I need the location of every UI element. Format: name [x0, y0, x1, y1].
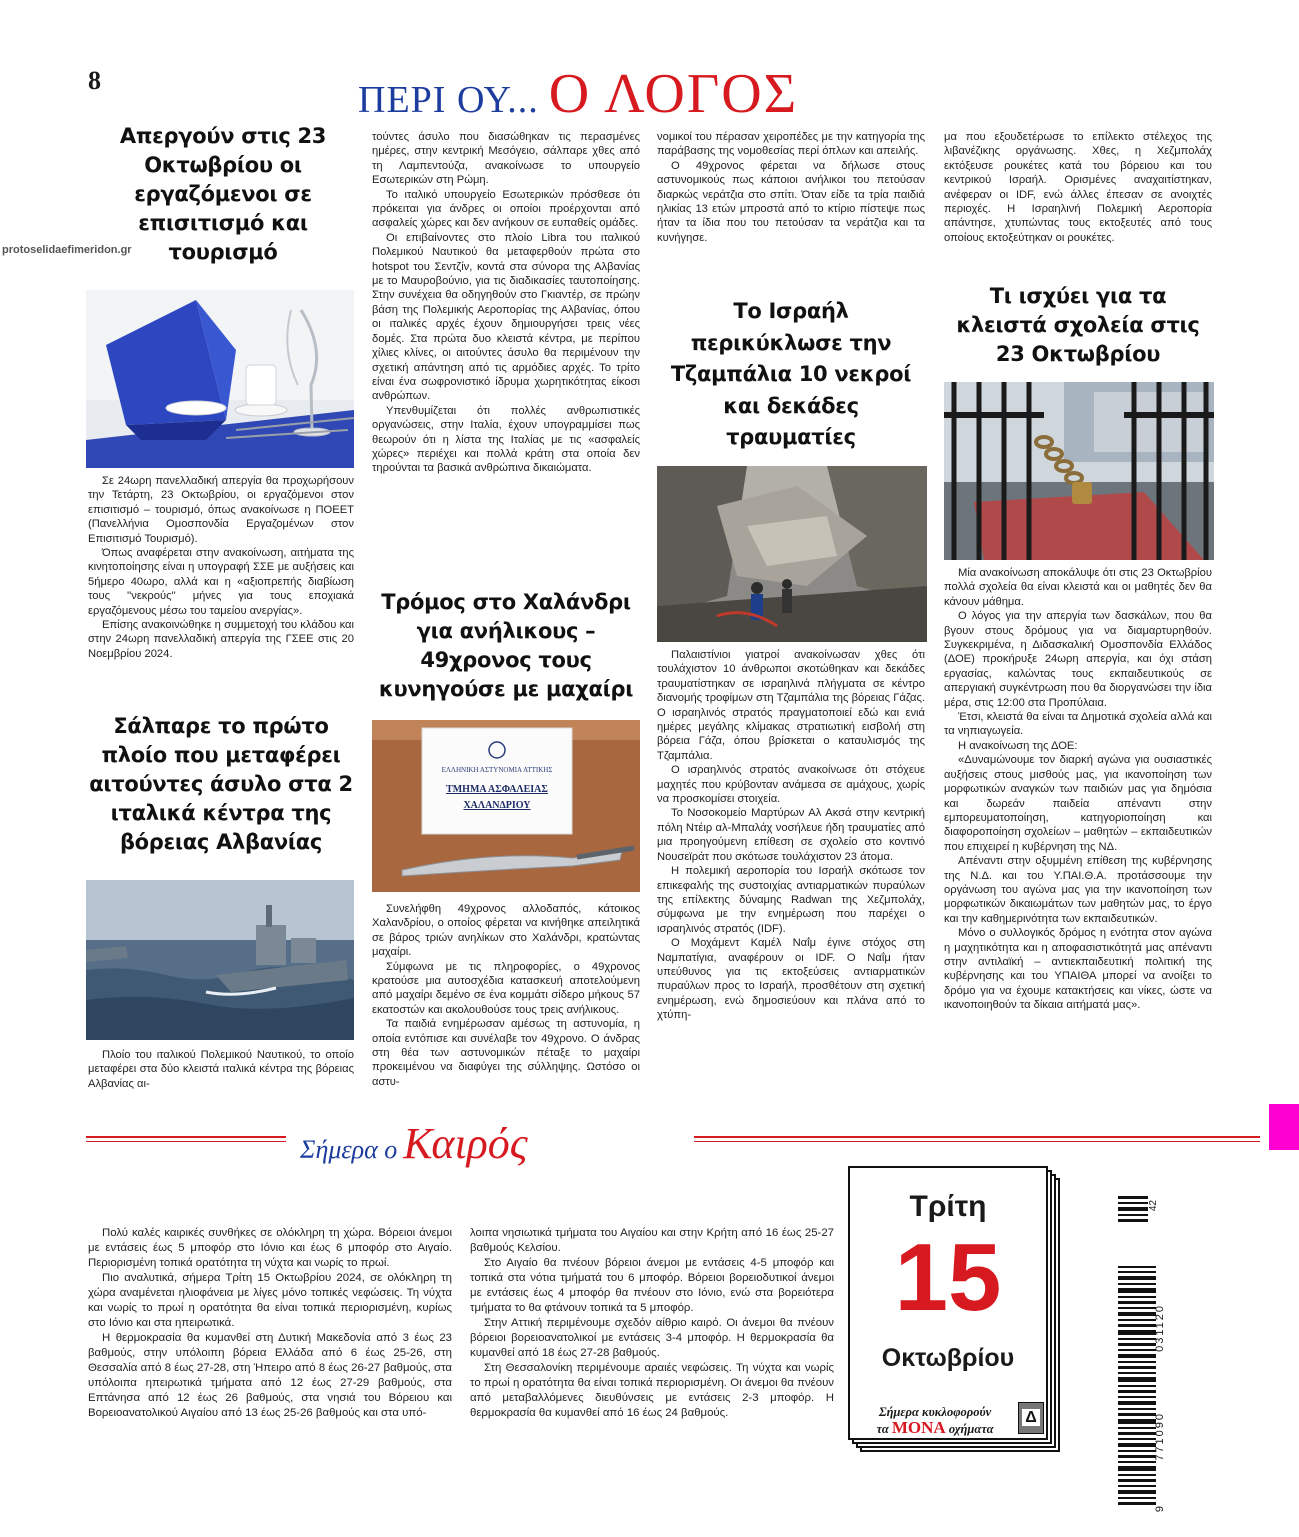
weather-divider-right — [694, 1136, 1260, 1142]
halandri-paragraph: Σύμφωνα με τις πληροφορίες, ο 49χρονος κρατούσε μια αυτοσχέδια κατασκευή αποτελούμενη από μαχαίρι δεμένο σε ένα κομμάτι σίδερο μήκους 57 εκατοστών και ακολουθούσε τους τρεις ανήλικους. — [372, 960, 640, 1016]
weather-paragraph: Η θερμοκρασία θα κυμανθεί στη Δυτική Μακεδονία από 3 έως 23 βαθμούς, στην υπόλοιπη βόρεια Ελλάδα από 6 έως 25-26, στη Θεσσαλία από 8 έως 27-28, στη Ήπειρο από 8 έως 26-27 βαθμούς, στα υπόλοιπα ηπειρωτικά τμήματα από 12 έως 27-29 βαθμούς, στα Επτάνησα από 12 έως 26 βαθμούς, στα νησιά του Βόρειου και Βορειοανατολικού Αιγαίου από 13 έως 25-26 βαθμούς και στα υπό- — [88, 1332, 452, 1419]
israel-continuation — [944, 130, 1212, 245]
calendar-footer-post: οχήματα — [948, 1422, 994, 1436]
halandri-paragraph: Συνελήφθη 49χρονος αλλοδαπός, κάτοικος Χαλανδρίου, ο οποίος φέρεται να κινήθηκε απειλητικά σε βάρος τριών ανηλίκων στο Χαλάνδρι, κρατώντας μαχαίρι. — [372, 903, 640, 959]
halandri-paragraph: νομικοί του πέρασαν χειροπέδες με την κατηγορία της παράβασης της νομοθεσίας περί όπλων και απειλής. — [657, 131, 925, 158]
ship-caption-text: Πλοίο του ιταλικού Πολεμικού Ναυτικού, το οποίο μεταφέρει στα δύο κλειστά ιταλικά κέντρα της βόρειας Αλβανίας αι- — [88, 1049, 354, 1090]
ship-paragraph: Υπενθυμίζεται ότι πολλές ανθρωπιστικές οργανώσεις, στην Ιταλία, έχουν υπογραμμίσει πως θεωρούν ότι η λίστα της Ιταλίας με τις «ασφαλείς χώρες» περιέχει και πολλά κράτη στα οποία δεν τηρούνται τα βασικά ανθρώπινα δικαιώματα. — [372, 404, 640, 475]
ship-continuation — [372, 130, 640, 476]
israel-paragraph: Ο Μοχάμεντ Καμέλ Ναΐμ έγινε στόχος στη Ναμπατίγια, αναφέρουν οι IDF. Ο Ναΐμ ήταν υπεύθυνος για τις εκτοξεύσεις αντιαρματικών πυραύλων προς το Ισραήλ, προσθέτουν στη σχετική ενημέρωση, ενώ δημοσιεύουν και πλάνα από το χτύπη- — [657, 937, 925, 1022]
calendar-month: Οκτωβρίου — [881, 1344, 1015, 1372]
israel-paragraph: μα που εξουδετέρωσε το επίλεκτο στέλεχος της λιβανέζικης οργάνωσης. Χθες, η Χεζμπολάχ εκτόξευσε ρουκέτες κατά του βόρειου και του κεντρικού Ισραήλ. Ορισμένες αναχαιτίστηκαν, ανέφεραν οι IDF, ενώ άλλες έπεσαν σε ανοιχτές περιοχές. Η Ισραηλινή Πολεμική Αεροπορία απάντησε, χτυπώντας τους εκτοξευτές από τους οποίους εκτοξεύτηκαν οι ρουκέτες. — [944, 131, 1212, 244]
weather-paragraph: Στην Αττική περιμένουμε σχεδόν αίθριο καιρό. Οι άνεμοι θα πνέουν βόρειοι βορειοανατολικοί με εντάσεις 3-4 μποφόρ. Η θερμοκρασία θα κυμανθεί από 18 έως 27-28 βαθμούς. — [470, 1317, 834, 1359]
calendar-front-page — [848, 1166, 1048, 1440]
newspaper-logo-icon — [1018, 1402, 1044, 1434]
strike-paragraph: Επίσης ανακοινώθηκε η συμμετοχή του κλάδου και στην 24ωρη πανελλαδική απεργία της ΓΣΕΕ στις 20 Νοεμβρίου 2024. — [88, 619, 354, 660]
knife-photo — [372, 720, 640, 892]
calendar-footer-line2 — [854, 1420, 1016, 1437]
israel-body — [657, 648, 925, 1023]
calendar-day: 15 — [894, 1224, 1002, 1331]
weather-divider-left — [86, 1136, 286, 1142]
barcode-digit-first: 9 — [1154, 1506, 1166, 1513]
halandri-continuation — [657, 130, 925, 245]
document-title: ΤΜΗΜΑ ΑΣΦΑΛΕΙΑΣ — [446, 784, 548, 795]
weather-paragraph: Στο Αιγαίο θα πνέουν βόρειοι άνεμοι με εντάσεις 4-5 μποφόρ και τοπικά στα νότια τμήματά του 6 μποφόρ. Βόρειοι βορειοδυτικοί άνεμοι με εντάσεις έως 4 μποφόρ θα πνέουν στο Ιόνιο, ενώ στα βορειότερα τμήματα το θα φτάνουν τοπικά τα 5 μποφόρ. — [470, 1257, 834, 1314]
schools-paragraph: Μία ανακοίνωση αποκάλυψε ότι στις 23 Οκτωβρίου πολλά σχολεία θα είναι κλειστά και οι μαθητές δεν θα κάνουν μάθημα. — [944, 567, 1212, 608]
logo-letter: Δ — [1022, 1409, 1040, 1426]
schools-body — [944, 566, 1212, 1013]
ship-paragraph: Οι επιβαίνοντες στο πλοίο Libra του ιταλικού Πολεμικού Ναυτικού θα μεταφερθούν πρώτα στο hotspot του Σεντζίν, κοντά στα σύνορα της Αλβανίας με το Μαυροβούνιο, για τις διαδικασίες ταυτοποίησης. Στην συνέχεια θα οδηγηθούν στο Γκιαντέρ, σε πρώην βάση της Πολεμικής Αεροπορίας της Αλβανίας, όπου οι ιταλικές αρχές έχουν δημιουργήσει τρεις νέες δομές. Στα πρώτα δυο κλειστά κέντρα, με περίπου χίλιες κλίνες, οι αιτούντες άσυλο θα περιμένουν την σχετική απάντηση από τις αρμόδιες αρχές. Το τρίτο είναι ένα σωφρονιστικό ίδρυμα χωρητικότητας είκοσι ανθρώπων. — [372, 231, 640, 403]
weather-title-part2: Καιρός — [403, 1119, 528, 1168]
schools-paragraph: Έτσι, κλειστά θα είναι τα Δημοτικά σχολεία αλλά και τα νηπιαγωγεία. — [944, 711, 1212, 738]
barcode-bars — [1118, 1196, 1166, 1521]
masthead — [358, 62, 948, 125]
restaurant-table-photo — [86, 290, 354, 468]
rubble-illustration — [657, 466, 927, 642]
barcode-digits-right: 031120 — [1154, 1304, 1166, 1352]
strike-headline: Απεργούν στις 23 Οκτωβρίου οι εργαζόμενοι σε επισιτισμό και τουρισμό — [119, 124, 327, 264]
weather-paragraph: Πολύ καλές καιρικές συνθήκες σε ολόκληρη τη χώρα. Βόρειοι άνεμοι με εντάσεις έως 5 μποφόρ στο Ιόνιο και έως 6 μποφόρ στο Αιγαίο. Περιορισμένη τοπικά ορατότητα τη νύχτα και νωρίς το πρωί. — [88, 1227, 452, 1269]
print-registration-mark — [1269, 1104, 1299, 1150]
ship-paragraph: τούντες άσυλο που διασώθηκαν τις περασμένες ημέρες, στην κεντρική Μεσόγειο, σάλπαρε χθες από τη Λαμπεντούζα, ανακοίνωσε το υπουργείο Εσωτερικών στη Ρώμη. — [372, 131, 640, 187]
weather-section-title — [300, 1118, 528, 1169]
weather-column-1 — [88, 1226, 452, 1421]
locked-gate-photo — [944, 382, 1214, 560]
page-number: 8 — [88, 66, 101, 95]
calendar-footer-highlight: ΜΟΝΑ — [891, 1418, 946, 1437]
restaurant-table-illustration — [86, 290, 354, 468]
date-calendar — [848, 1166, 1062, 1456]
navy-ship-photo — [86, 880, 354, 1040]
watermark: protoselidaefimeridon.gr — [2, 244, 132, 256]
schools-paragraph: Απέναντι στην οξυμμένη επίθεση της κυβέρνησης της Ν.Δ. και του Υ.ΠΑΙ.Θ.Α. προτάσσουμε την οργάνωση του αγώνα μας για την ικανοποίηση των μορφωτικών δικαιωμάτων των μαθητών μας, το έργο και την καθημερινότητα των εκπαιδευτικών. — [944, 855, 1212, 925]
strike-body — [88, 474, 354, 661]
israel-headline: Το Ισραήλ περικύκλωσε την Τζαμπάλια 10 νεκροί και δεκάδες τραυματίες — [670, 299, 912, 449]
document-header: ΕΛΛΗΝΙΚΗ ΑΣΤΥΝΟΜΙΑ ΑΤΤΙΚΗΣ — [441, 766, 553, 774]
document-subtitle: ΧΑΛΑΝΔΡΙΟΥ — [463, 800, 531, 811]
halandri-paragraph: Τα παιδιά ενημέρωσαν αμέσως τη αστυνομία, η οποία εντόπισε και συνέλαβε τον 49χρονο. Ο άνδρας στη θέα των αστυνομικών πέταξε το μαχαίρι προκειμένου να διαφύγει της σύλληψης. Ωστόσο οι αστυ- — [372, 1018, 640, 1088]
calendar-footer-pre: τα — [876, 1422, 889, 1436]
schools-paragraph: Ο λόγος για την απεργία των δασκάλων, που θα βγουν στους δρόμους για να διαμαρτυρηθούν. Συγκεκριμένα, η Διδασκαλική Ομοσπονδία Ελλάδος (ΔΟΕ) προκήρυξε 24ωρη απεργία, και όχι στάση εργασίας, καλώντας τους εκπαιδευτικούς σε απεργιακή συγκέντρωση που θα διοργανώσει την ίδια μέρα, στις 12:00 στα Προπύλαια. — [944, 610, 1212, 709]
schools-headline: Τι ισχύει για τα κλειστά σχολεία στις 23 Οκτωβρίου — [956, 284, 1200, 366]
weather-column-2 — [470, 1226, 834, 1421]
barcode-digits-main: 771090 — [1154, 1412, 1166, 1461]
calendar-footer-line1: Σήμερα κυκλοφορούν — [878, 1405, 992, 1419]
rubble-photo — [657, 466, 927, 642]
israel-paragraph: Παλαιστίνιοι γιατροί ανακοίνωσαν χθες ότι τουλάχιστον 10 άνθρωποι σκοτώθηκαν και δεκάδες τραυματίστηκαν σε ισραηλινά πλήγματα σε κέντρο διανομής τροφίμων στη Τζαμπάλια της βόρειας Γάζας. Ο ισραηλινός στρατός πραγματοποιεί εδώ και ενιά ημέρες μεγάλης κλίμακας στρατιωτική εισβολή στη βόρεια Γάζα, όπου βρίσκεται ο καταυλισμός της Τζαμπάλια. — [657, 649, 925, 762]
barcode — [1118, 1196, 1166, 1521]
navy-ship-illustration — [86, 880, 354, 1040]
ship-headline: Σάλπαρε το πρώτο πλοίο που μεταφέρει αιτούντες άσυλο στα 2 ιταλικά κέντρα της βόρειας Αλβανίας — [89, 714, 353, 854]
schools-paragraph: Μόνο ο συλλογικός δρόμος η ενότητα στον αγώνα η μαχητικότητα και η αποφασιστικότητά μας απέναντι στην αντιλαϊκή – αντιεκπαιδευτική πολιτική της κυβέρνησης και του ΥΠΑΙΘΑ μπορεί να ανοίξει το δρόμο για να έχουμε κατακτήσεις και νίκες, ώστε να ικανοποιηθούν τα δίκαια αιτήματά μας». — [944, 927, 1212, 1012]
strike-paragraph: Όπως αναφέρεται στην ανακοίνωση, αιτήματα της κινητοποίησης είναι η υπογραφή ΣΣΕ με αυξήσεις και 5ήμερο 40ωρο, αλλά και η «αξιοπρεπής διαβίωση τους ''νεκρούς'' μήνες για τους εποχιακά εργαζόμενους μέσω του ταμείου ανεργίας». — [88, 547, 354, 617]
israel-paragraph: Ο ισραηλινός στρατός ανακοίνωσε ότι στόχευε μαχητές που κρύβονταν ανάμεσα σε αμάχους, χωρίς να προσκομίσει στοιχεία. — [657, 764, 925, 806]
ship-paragraph: Το ιταλικό υπουργείο Εσωτερικών πρόσθεσε ότι πρόκειται για άνδρες οι οποίοι προέρχονται από ασφαλείς χώρες και δεν ανήκουν σε ευπαθείς ομάδες. — [372, 188, 640, 230]
halandri-paragraph: Ο 49χρονος φέρεται να δήλωσε στους αστυνομικούς πως κάποιοι ανήλικοι του πετούσαν διαρκώς νεράτζια στο σπίτι. Όταν είδε τα τρία παιδιά ηλικίας 13 ετών μπροστά από το κτίριο πίστεψε πως ήταν τα ίδια που του πετούσαν τα νεράτζια και τα κυνήγησε. — [657, 159, 925, 244]
barcode-issue-number: 42 — [1148, 1200, 1159, 1212]
weather-title-part1: Σήμερα ο — [300, 1135, 398, 1164]
locked-gate-illustration — [944, 382, 1214, 560]
calendar-weekday: Τρίτη — [909, 1190, 987, 1223]
schools-paragraph: «Δυναμώνουμε τον διαρκή αγώνα για ουσιαστικές αυξήσεις στους μισθούς μας, για ικανοποίηση των μορφωτικών αναγκών των παιδιών μας για δημόσια και δωρεάν παιδεία απέναντι στην εμπορευματοποίηση, κατηγοριοποίηση και διαφοροποίηση σχολείων – μαθητών – εκπαιδευτικών που επιχειρεί η κυβέρνηση της ΝΔ. — [944, 754, 1212, 853]
halandri-body — [372, 902, 640, 1089]
israel-paragraph: Το Νοσοκομείο Μαρτύρων Αλ Ακσά στην κεντρική πόλη Ντέιρ αλ-Μπαλάχ νοσήλευε ήδη τραυματίες από μια προηγούμενη επίθεση σε σχολείο στο κοντινό Νουσεϊράτ που σκότωσε τουλάχιστον 23 άτομα. — [657, 807, 925, 863]
masthead-part2: Ο ΛΟΓΟΣ — [548, 63, 799, 125]
weather-paragraph: λοιπα νησιωτικά τμήματα του Αιγαίου και στην Κρήτη από 16 έως 25-27 βαθμούς Κελσίου. — [470, 1227, 834, 1254]
schools-paragraph: Η ανακοίνωση της ΔΟΕ: — [958, 739, 1078, 752]
weather-paragraph: Πιο αναλυτικά, σήμερα Τρίτη 15 Οκτωβρίου 2024, σε ολόκληρη τη χώρα αναμένεται ηλιοφάνεια με λίγες μόνο τοπικές νεφώσεις. Τη νύχτα και νωρίς το πρωί η ορατότητα θα είναι τοπικά περιορισμένη, κυρίως στο Ιόνιο και στα ηπειρωτικά. — [88, 1272, 452, 1329]
calendar-footer — [854, 1404, 1016, 1437]
halandri-headline: Τρόμος στο Χαλάνδρι για ανήλικους – 49χρονος τους κυνηγούσε με μαχαίρι — [378, 590, 634, 701]
ship-caption — [88, 1048, 354, 1091]
israel-paragraph: Η πολεμική αεροπορία του Ισραήλ σκότωσε τον επικεφαλής της συστοιχίας αντιαρματικών πυραύλων της επίλεκτης δύναμης Radwan της Χεζμπολάχ, σύμφωνα με την ενημέρωση που παρέχει ο ισραηλινός στρατός (IDF). — [657, 865, 925, 935]
strike-paragraph: Σε 24ωρη πανελλαδική απεργία θα προχωρήσουν την Τετάρτη, 23 Οκτωβρίου, οι εργαζόμενοι στον επισιτισμό – τουρισμό, όπως ανακοίνωσε η ΠΟΕΕΤ (Πανελλήνια Ομοσπονδία Εργαζομένων στον Επισιτισμό Τουρισμό). — [88, 475, 354, 545]
weather-paragraph: Στη Θεσσαλονίκη περιμένουμε αραιές νεφώσεις. Τη νύχτα και νωρίς το πρωί η ορατότητα θα είναι τοπικά περιορισμένη. Οι άνεμοι θα πνέουν από μεταβαλλόμενες διευθύνσεις με εντάσεις 2-3 μποφόρ. Η θερμοκρασία θα κυμανθεί από 16 έως 24 βαθμούς. — [470, 1362, 834, 1419]
masthead-part1: ΠΕΡΙ ΟΥ... — [358, 79, 539, 121]
